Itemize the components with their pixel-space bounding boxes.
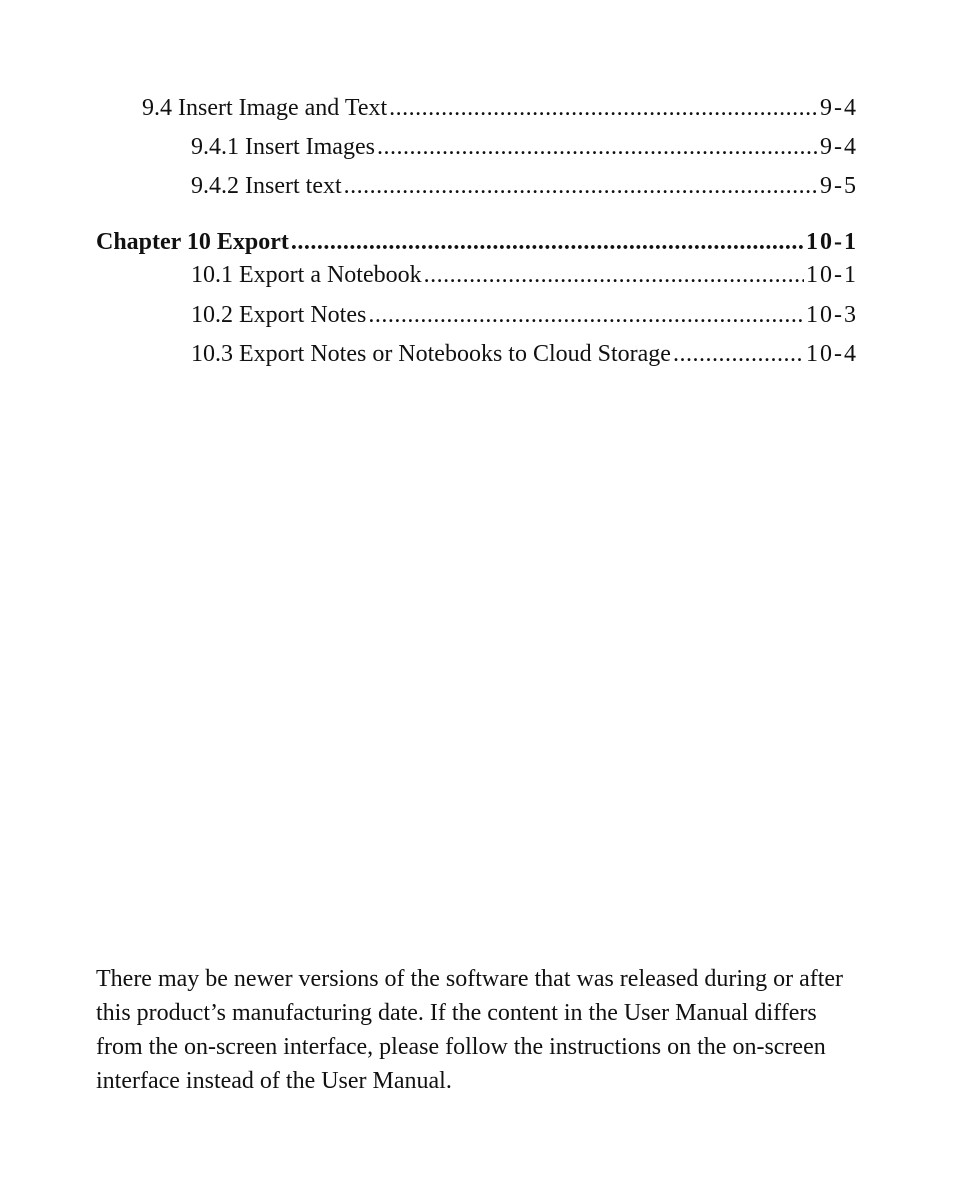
- toc-entry-page: 10-3: [806, 302, 858, 328]
- toc-leader-dots: [368, 300, 804, 330]
- toc-leader-dots: [291, 227, 804, 257]
- toc-entry-9-4-2[interactable]: [191, 171, 858, 201]
- toc-leader-dots: [424, 260, 804, 290]
- toc-entry-10-2[interactable]: [191, 300, 858, 330]
- toc-entry-title: 10.3 Export Notes or Notebooks to Cloud Storage: [191, 341, 671, 367]
- toc-chapter-page: 10-1: [806, 229, 858, 255]
- toc-entry-10-1[interactable]: [191, 260, 858, 290]
- toc-leader-dots: [377, 132, 818, 162]
- toc-entry-page: 10-1: [806, 262, 858, 288]
- toc-leader-dots: [673, 339, 804, 369]
- toc-entry-page: 9-5: [820, 173, 858, 199]
- toc-chapter-title: Chapter 10 Export: [96, 229, 289, 255]
- toc-entry-title: 9.4 Insert Image and Text: [142, 95, 388, 121]
- software-version-notice: There may be newer versions of the software that was released during or after this product’s manufacturing date. If the content in the User Manual differs from the on-screen interface, please follow the instructions on the on-screen interface instead of the User Manual.: [96, 966, 844, 1094]
- toc-entry-page: 9-4: [820, 134, 858, 160]
- toc-leader-dots: [344, 171, 818, 201]
- toc-entry-9-4-1[interactable]: [191, 132, 858, 162]
- toc-entry-10-3[interactable]: [191, 339, 858, 369]
- toc-chapter-10[interactable]: [96, 227, 858, 257]
- toc-entry-title: 9.4.1 Insert Images: [191, 134, 375, 160]
- toc-entry-title: 9.4.2 Insert text: [191, 173, 342, 199]
- toc-entry-title: 10.1 Export a Notebook: [191, 262, 422, 288]
- toc-leader-dots: [389, 93, 818, 123]
- toc-entry-9-4[interactable]: [142, 93, 858, 123]
- toc-entry-page: 10-4: [806, 341, 858, 367]
- toc-entry-title: 10.2 Export Notes: [191, 302, 367, 328]
- toc-entry-page: 9-4: [820, 95, 858, 121]
